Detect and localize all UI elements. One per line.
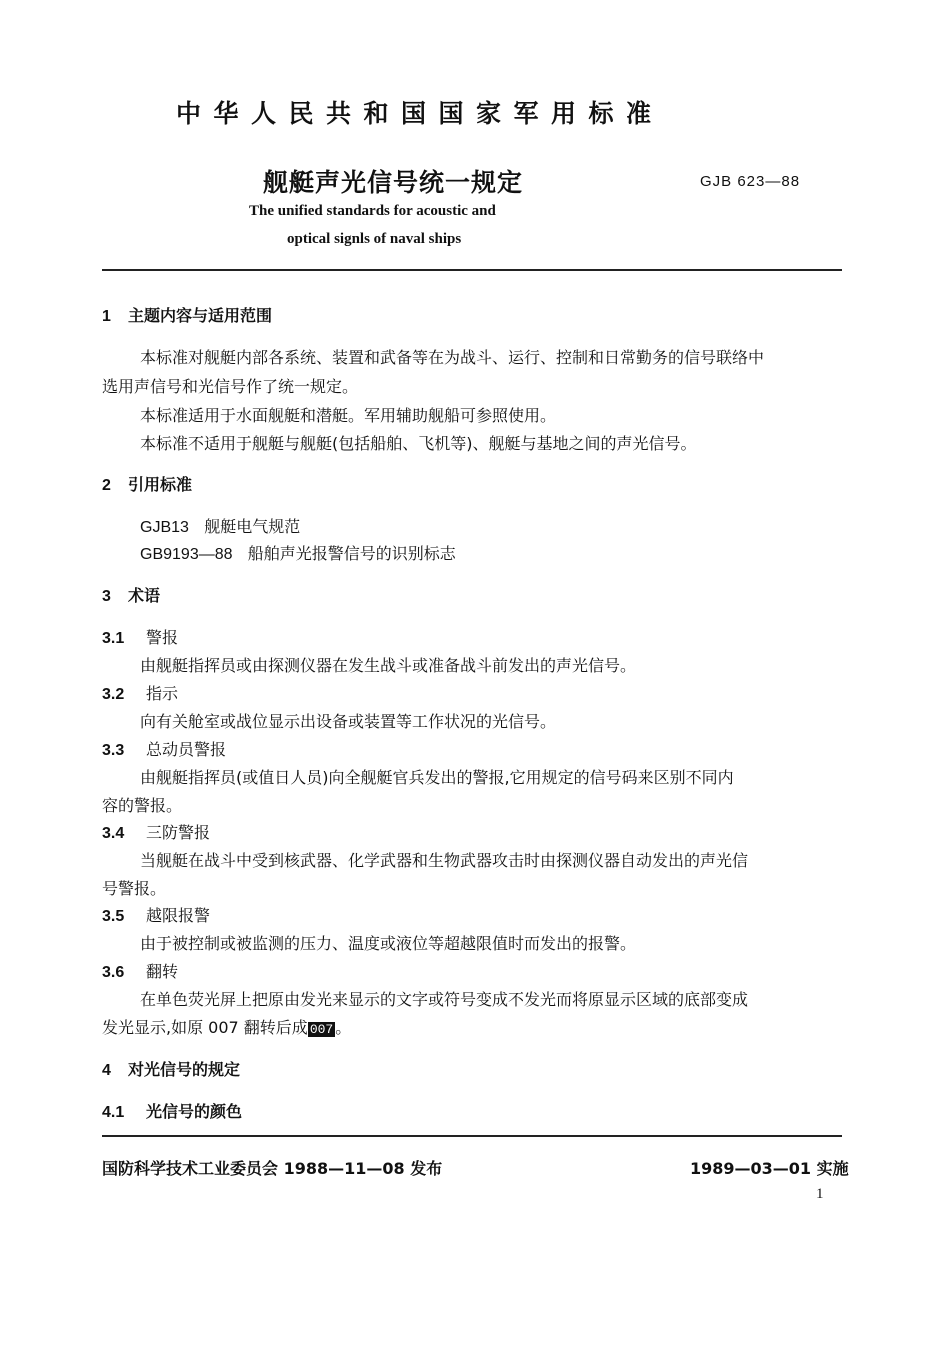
term-heading: 3.3 总动员警报 — [102, 740, 227, 759]
section-title: 术语 — [128, 586, 161, 605]
page-number: 1 — [816, 1186, 824, 1202]
term-definition: 发光显示,如原 007 翻转后成 007 。 — [102, 1018, 352, 1037]
term-definition: 当舰艇在战斗中受到核武器、化学武器和生物武器攻击时由探测仪器自动发出的声光信 — [140, 851, 749, 870]
paragraph-line: 本标准不适用于舰艇与舰艇(包括船舶、飞机等)、舰艇与基地之间的声光信号。 — [140, 434, 697, 453]
reference-title: 舰艇电气规范 — [204, 517, 301, 536]
national-standard-title: 中华人民共和国国家军用标准 — [176, 99, 664, 128]
header-divider — [102, 269, 842, 271]
term-heading: 3.5 越限报警 — [102, 906, 211, 925]
term-definition: 由舰艇指挥员或由探测仪器在发生战斗或准备战斗前发出的声光信号。 — [140, 656, 637, 675]
term-definition: 在单色荧光屏上把原由发光来显示的文字或符号变成不发光而将原显示区域的底部变成 — [140, 990, 749, 1009]
reference-title: 船舶声光报警信号的识别标志 — [247, 544, 456, 563]
term-definition: 由舰艇指挥员(或值日人员)向全舰艇官兵发出的警报,它用规定的信号码来区别不同内 — [140, 768, 734, 787]
reference-item — [140, 541, 456, 564]
effective-date: 1989—03—01 实施 — [690, 1159, 849, 1178]
english-title-line2: optical signls of naval ships — [287, 231, 462, 247]
paragraph-line: 选用声信号和光信号作了统一规定。 — [102, 377, 359, 396]
subsection-number: 4.1 — [102, 1104, 125, 1121]
term-heading: 3.2 指示 — [102, 684, 179, 703]
section-4-heading — [102, 1057, 240, 1080]
paragraph-line: 本标准适用于水面舰艇和潜艇。军用辅助舰船可参照使用。 — [140, 406, 557, 425]
english-title-line1: The unified standards for acoustic and — [249, 203, 496, 219]
term-definition: 向有关舱室或战位显示出设备或装置等工作状况的光信号。 — [140, 712, 557, 731]
subsection-4-1-heading — [102, 1099, 242, 1122]
section-title: 主题内容与适用范围 — [128, 306, 273, 325]
term-heading: 3.1 警报 — [102, 628, 179, 647]
section-1-heading — [102, 303, 272, 326]
section-3-heading — [102, 583, 160, 606]
reference-code: GJB13 — [140, 519, 189, 536]
section-title: 对光信号的规定 — [128, 1060, 241, 1079]
inverted-sample: 007 — [309, 1022, 334, 1037]
section-2-heading — [102, 472, 192, 495]
term-definition: 由于被控制或被监测的压力、温度或液位等超越限值时而发出的报警。 — [140, 934, 637, 953]
term-definition: 号警报。 — [102, 879, 167, 898]
section-number: 3 — [102, 588, 111, 605]
section-title: 引用标准 — [128, 475, 193, 494]
standard-code: GJB 623—88 — [700, 173, 801, 190]
document-title: 舰艇声光信号统一规定 — [263, 168, 524, 197]
term-heading: 3.4 三防警报 — [102, 823, 211, 842]
reference-item — [140, 514, 300, 537]
subsection-title: 光信号的颜色 — [146, 1102, 243, 1121]
footer-divider — [102, 1135, 842, 1137]
term-definition: 容的警报。 — [102, 796, 183, 815]
term-heading: 3.6 翻转 — [102, 962, 179, 981]
issuer-line: 国防科学技术工业委员会 1988—11—08 发布 — [102, 1159, 443, 1178]
section-number: 2 — [102, 477, 111, 494]
section-number: 4 — [102, 1062, 111, 1079]
section-number: 1 — [102, 308, 111, 325]
reference-code: GB9193—88 — [140, 546, 233, 563]
paragraph-line: 本标准对舰艇内部各系统、装置和武备等在为战斗、运行、控制和日常勤务的信号联络中 — [140, 348, 765, 367]
